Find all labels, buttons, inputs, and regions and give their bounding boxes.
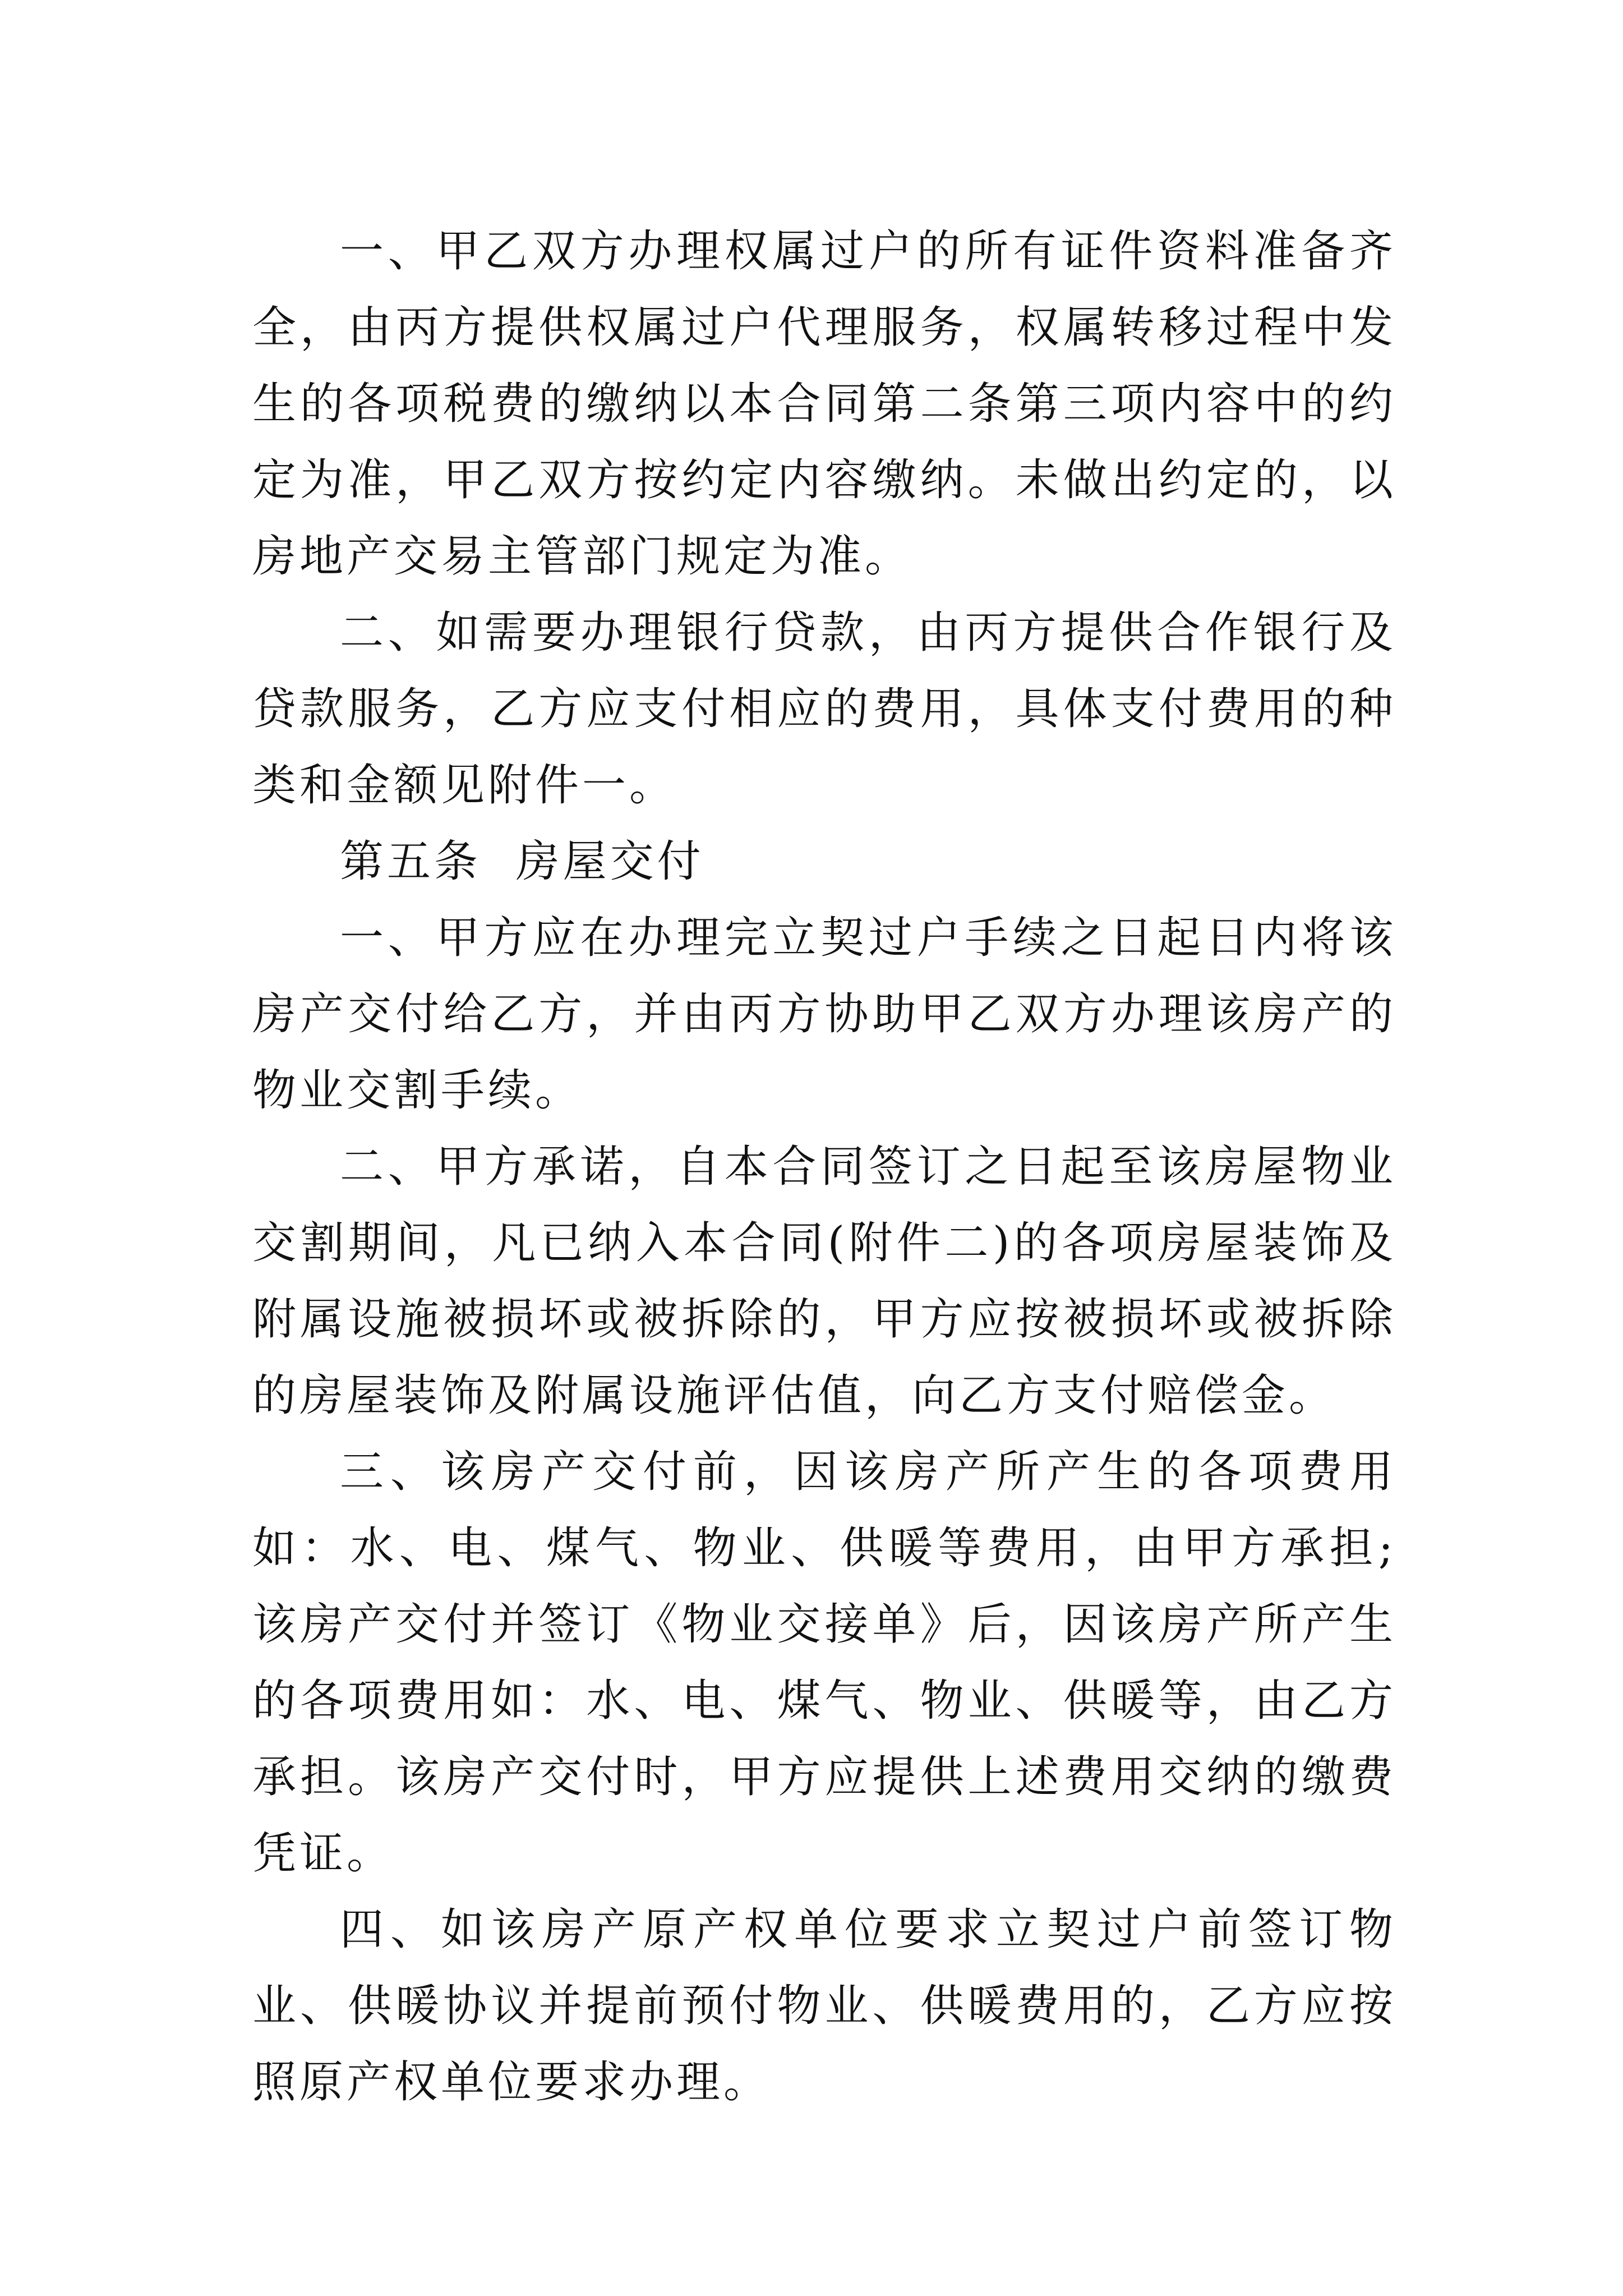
paragraph-property-agreement: 四、如该房产原产权单位要求立契过户前签订物业、供暖协议并提前预付物业、供暖费用的，乙方应按照原产权单位要求办理。 <box>252 1904 1396 2108</box>
paragraph-utility-fees: 三、该房产交付前，因该房产所产生的各项费用如：水、电、煤气、物业、供暖等费用，由甲方承担;该房产交付并签订《物业交接单》后，因该房产所产生的各项费用如：水、电、煤气、物业、供暖等，由乙方承担。该房产交付时，甲方应提供上述费用交纳的缴费凭证。 <box>252 1447 1396 1879</box>
paragraph-transfer-documents: 一、甲乙双方办理权属过户的所有证件资料准备齐全，由丙方提供权属过户代理服务，权属转移过程中发生的各项税费的缴纳以本合同第二条第三项内容中的约定为准，甲乙双方按约定内容缴纳。未做出约定的，以房地产交易主管部门规定为准。 <box>252 226 1396 582</box>
section-heading-article-5: 第五条 房屋交付 <box>340 836 704 887</box>
paragraph-bank-loan: 二、如需要办理银行贷款，由丙方提供合作银行及贷款服务，乙方应支付相应的费用，具体支付费用的种类和金额见附件一。 <box>252 608 1396 811</box>
paragraph-delivery-deadline: 一、甲方应在办理完立契过户手续之日起日内将该房产交付给乙方，并由丙方协助甲乙双方办理该房产的物业交割手续。 <box>252 913 1396 1116</box>
paragraph-damage-compensation: 二、甲方承诺，自本合同签订之日起至该房屋物业交割期间，凡已纳入本合同(附件二)的各项房屋装饰及附属设施被损坏或被拆除的，甲方应按被损坏或被拆除的房屋装饰及附属设施评估值，向乙方支付赔偿金。 <box>252 1142 1396 1421</box>
document-page <box>252 213 1396 2120</box>
